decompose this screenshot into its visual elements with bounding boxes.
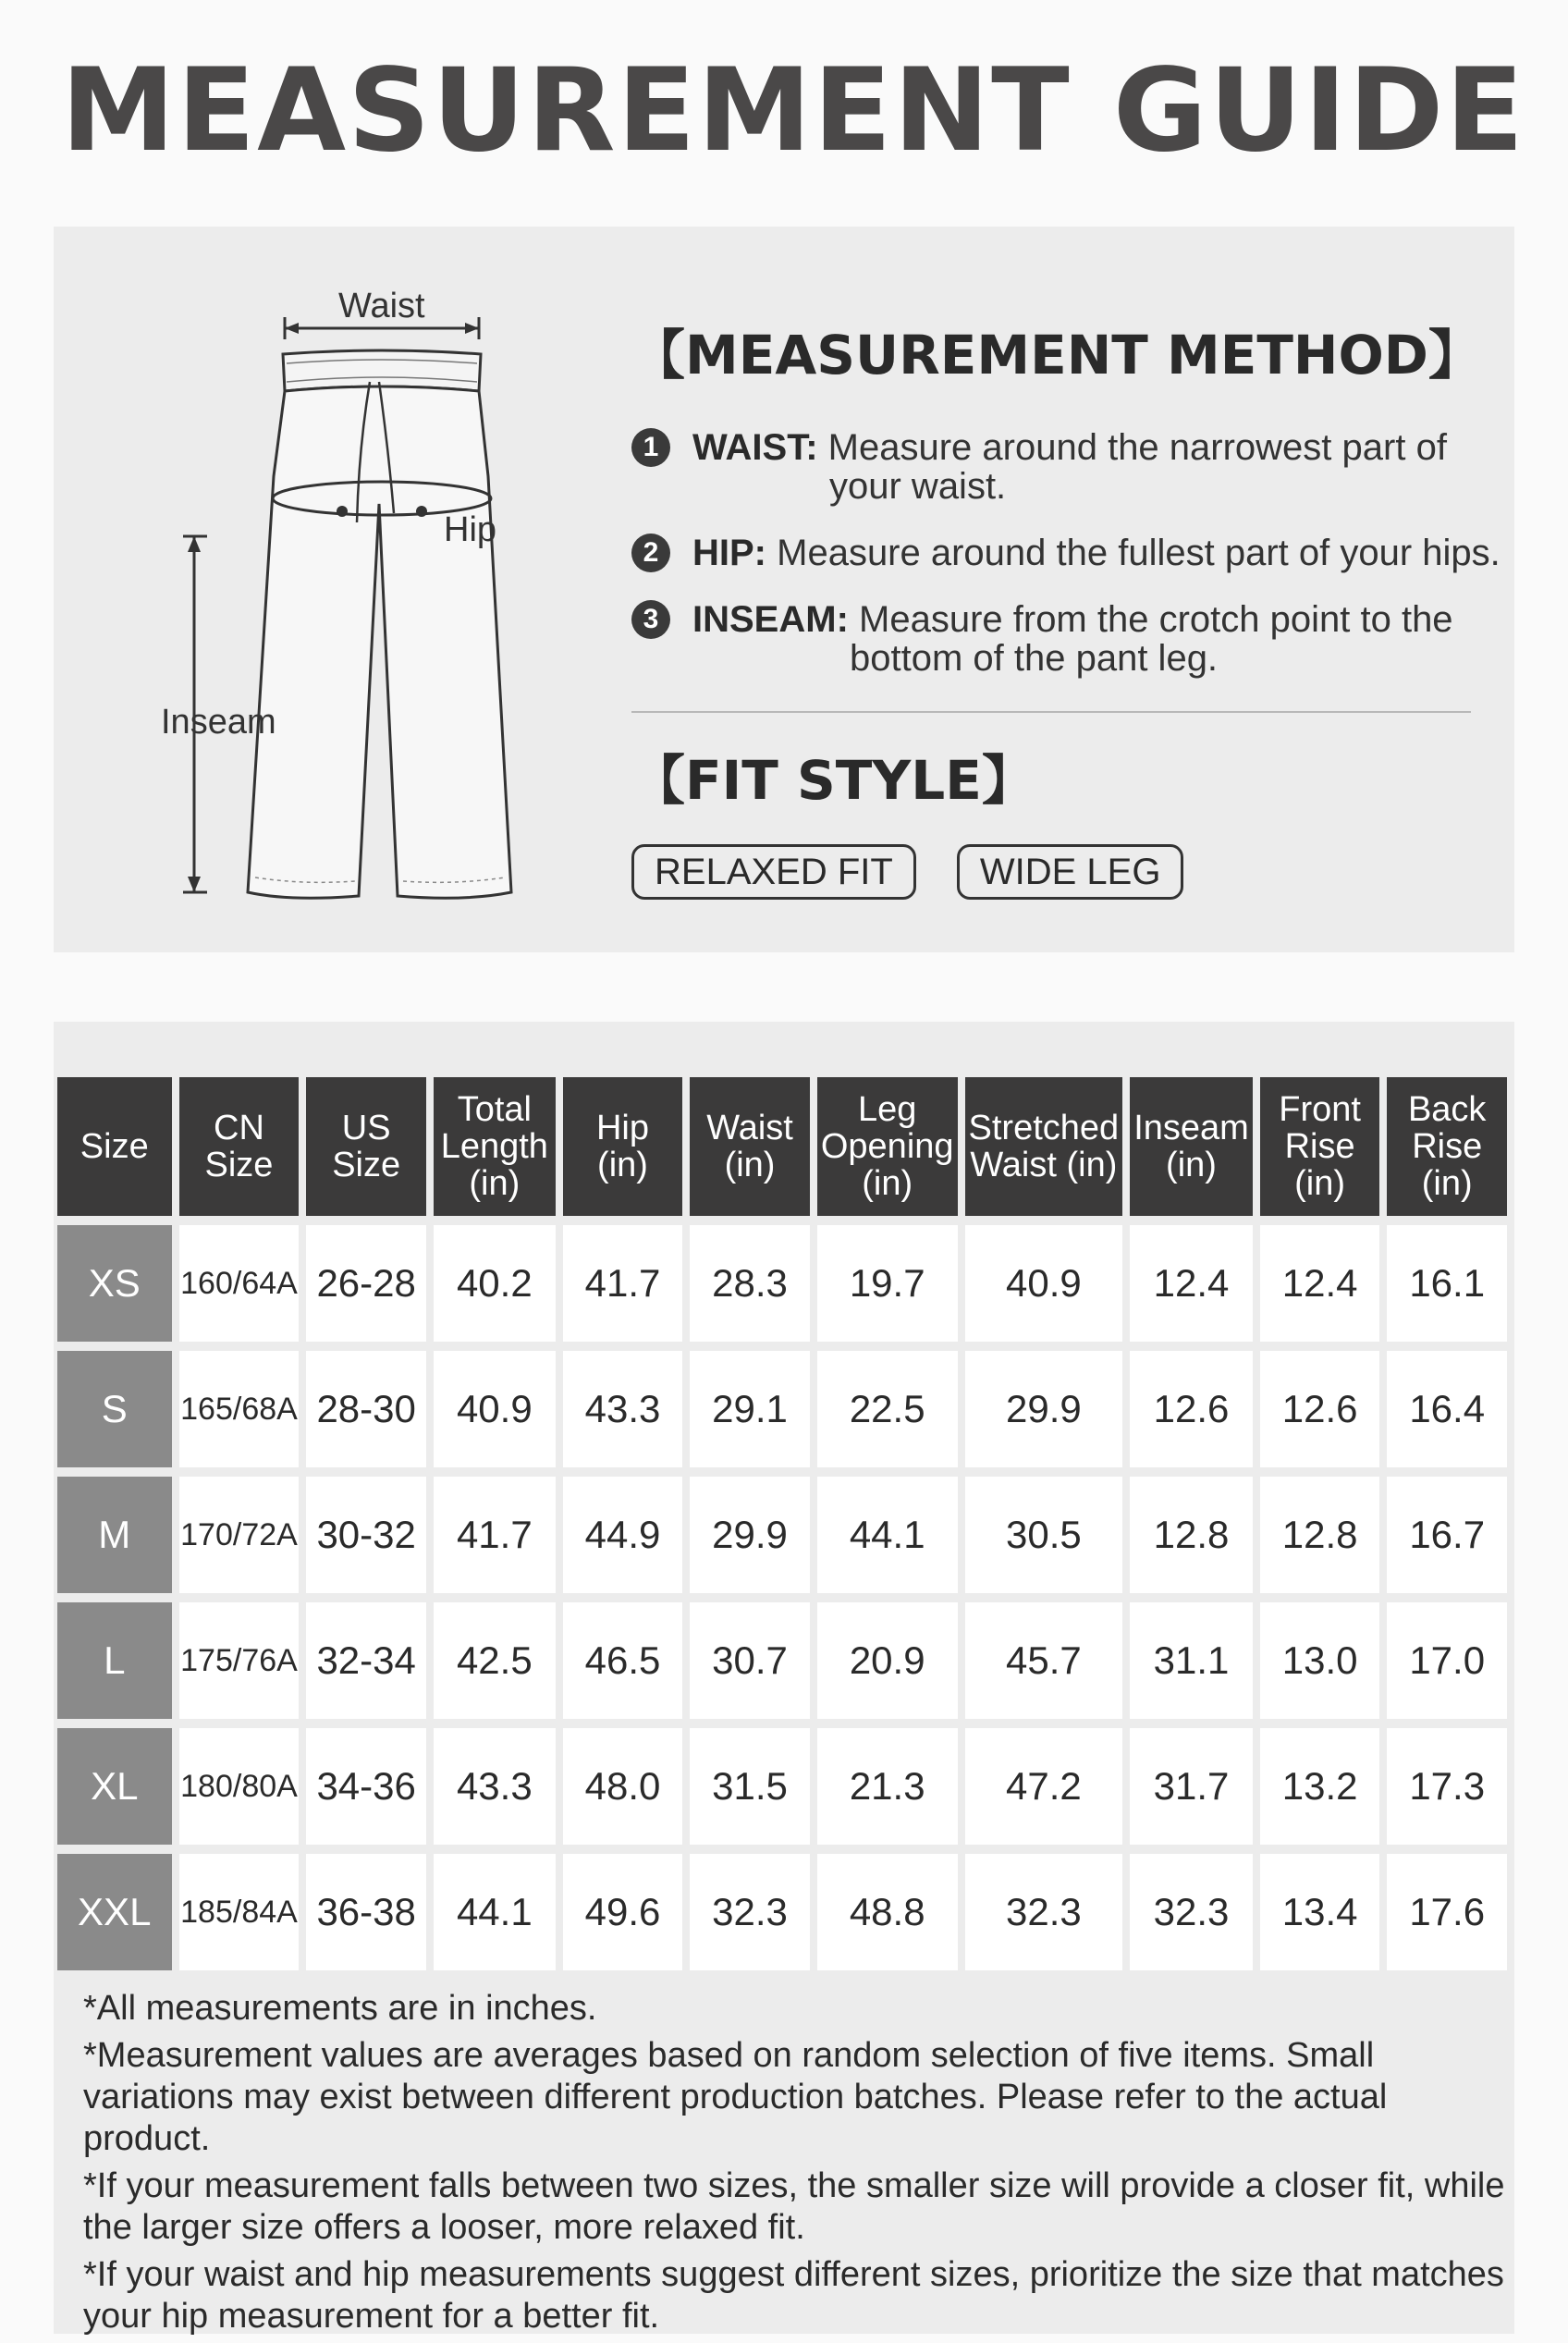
- table-cell: 22.5: [817, 1351, 958, 1467]
- fit-heading: 【FIT STYLE】: [631, 749, 1035, 812]
- table-cell: 29.1: [690, 1351, 810, 1467]
- step-text: Measure around the narrowest part of: [827, 427, 1447, 468]
- table-cell: 31.5: [690, 1728, 810, 1845]
- note: *If your measurement falls between two sizes, the smaller size will provide a closer fit, while the larger size offers a looser, more relaxed fit.: [83, 2166, 1505, 2247]
- table-cell: 17.0: [1387, 1602, 1507, 1719]
- table-body: [57, 1225, 1507, 1970]
- table-cell: 13.2: [1260, 1728, 1380, 1845]
- table-cell: 31.1: [1130, 1602, 1253, 1719]
- step-number-icon: 1: [631, 428, 670, 467]
- column-header: Front Rise (in): [1260, 1077, 1380, 1216]
- fit-style: [631, 749, 1183, 900]
- table-cell: 180/80A: [179, 1728, 300, 1845]
- table-cell: 175/76A: [179, 1602, 300, 1719]
- fit-tag-relaxed: RELAXED FIT: [631, 844, 916, 900]
- step-hip: [631, 534, 1519, 572]
- table-cell: 36-38: [306, 1854, 425, 1970]
- table-cell: 12.4: [1130, 1225, 1253, 1342]
- table-cell: 165/68A: [179, 1351, 300, 1467]
- table-cell: 13.4: [1260, 1854, 1380, 1970]
- table-cell: 48.0: [563, 1728, 682, 1845]
- column-header: Waist (in): [690, 1077, 810, 1216]
- note: *Measurement values are averages based on random selection of five items. Small variations may exist between different production batches. Please refer to the actual product.: [83, 2036, 1388, 2158]
- table-cell: 47.2: [965, 1728, 1123, 1845]
- table-cell: 41.7: [434, 1477, 556, 1593]
- measurement-method: [631, 324, 1519, 705]
- table-header-row: [57, 1077, 1507, 1216]
- step-key: WAIST:: [692, 427, 818, 468]
- note: *If your waist and hip measurements suggest different sizes, prioritize the size that matches your hip measurement for a better fit.: [83, 2255, 1504, 2336]
- method-steps: [631, 428, 1519, 678]
- fit-tag-wide-leg: WIDE LEG: [957, 844, 1184, 900]
- step-number-icon: 2: [631, 534, 670, 572]
- column-header: US Size: [306, 1077, 425, 1216]
- column-header: Total Length (in): [434, 1077, 556, 1216]
- table-cell: 185/84A: [179, 1854, 300, 1970]
- column-header: Hip (in): [563, 1077, 682, 1216]
- inseam-label: Inseam: [161, 703, 276, 742]
- table-cell: 40.9: [434, 1351, 556, 1467]
- table-cell: 29.9: [965, 1351, 1123, 1467]
- table-cell: 26-28: [306, 1225, 425, 1342]
- column-header: Stretched Waist (in): [965, 1077, 1123, 1216]
- table-cell: 12.8: [1130, 1477, 1253, 1593]
- table-cell: 41.7: [563, 1225, 682, 1342]
- column-header: Back Rise (in): [1387, 1077, 1507, 1216]
- column-header: Size: [57, 1077, 172, 1216]
- table-cell: 44.9: [563, 1477, 682, 1593]
- table-row: [57, 1351, 1507, 1467]
- step-text: Measure around the fullest part of your hips.: [777, 533, 1501, 573]
- table-row: [57, 1854, 1507, 1970]
- table-row: [57, 1602, 1507, 1719]
- table-cell: 45.7: [965, 1602, 1123, 1719]
- table-cell: 16.4: [1387, 1351, 1507, 1467]
- table-cell: 48.8: [817, 1854, 958, 1970]
- size-cell: XS: [57, 1225, 172, 1342]
- table-cell: 12.6: [1260, 1351, 1380, 1467]
- table-cell: 30.7: [690, 1602, 810, 1719]
- section-divider: [631, 711, 1471, 713]
- table-cell: 16.7: [1387, 1477, 1507, 1593]
- table-cell: 44.1: [434, 1854, 556, 1970]
- table-cell: 40.9: [965, 1225, 1123, 1342]
- method-heading: 【MEASUREMENT METHOD】: [631, 324, 1482, 386]
- step-inseam: [631, 600, 1519, 678]
- table-cell: 28.3: [690, 1225, 810, 1342]
- waist-label: Waist: [338, 287, 425, 325]
- table-cell: 32-34: [306, 1602, 425, 1719]
- table-cell: 19.7: [817, 1225, 958, 1342]
- table-cell: 43.3: [563, 1351, 682, 1467]
- table-cell: 20.9: [817, 1602, 958, 1719]
- table-cell: 32.3: [965, 1854, 1123, 1970]
- table-row: [57, 1477, 1507, 1593]
- table-cell: 21.3: [817, 1728, 958, 1845]
- table-cell: 16.1: [1387, 1225, 1507, 1342]
- step-key: INSEAM:: [692, 599, 849, 640]
- size-cell: XXL: [57, 1854, 172, 1970]
- table-cell: 29.9: [690, 1477, 810, 1593]
- column-header: Inseam (in): [1130, 1077, 1253, 1216]
- table-cell: 34-36: [306, 1728, 425, 1845]
- table-cell: 32.3: [690, 1854, 810, 1970]
- table-cell: 17.6: [1387, 1854, 1507, 1970]
- table-cell: 43.3: [434, 1728, 556, 1845]
- table-cell: 44.1: [817, 1477, 958, 1593]
- table-cell: 32.3: [1130, 1854, 1253, 1970]
- table-cell: 42.5: [434, 1602, 556, 1719]
- step-number-icon: 3: [631, 600, 670, 639]
- table-cell: 13.0: [1260, 1602, 1380, 1719]
- table-cell: 160/64A: [179, 1225, 300, 1342]
- size-table: [50, 1068, 1514, 1980]
- table-row: [57, 1728, 1507, 1845]
- table-cell: 30.5: [965, 1477, 1123, 1593]
- step-waist: [631, 428, 1519, 506]
- table-cell: 30-32: [306, 1477, 425, 1593]
- table-cell: 12.4: [1260, 1225, 1380, 1342]
- measurement-panel: [54, 227, 1514, 952]
- step-key: HIP:: [692, 533, 766, 573]
- size-chart-panel: [54, 1022, 1514, 2334]
- step-text-cont: bottom of the pant leg.: [850, 638, 1219, 679]
- table-cell: 17.3: [1387, 1728, 1507, 1845]
- pants-illustration: [137, 264, 599, 911]
- note: *All measurements are in inches.: [83, 1989, 597, 2028]
- table-cell: 31.7: [1130, 1728, 1253, 1845]
- table-cell: 12.6: [1130, 1351, 1253, 1467]
- size-cell: M: [57, 1477, 172, 1593]
- notes: [83, 1988, 1507, 2343]
- table-cell: 49.6: [563, 1854, 682, 1970]
- column-header: Leg Opening (in): [817, 1077, 958, 1216]
- size-cell: S: [57, 1351, 172, 1467]
- step-text-cont: your waist.: [829, 466, 1007, 507]
- column-header: CN Size: [179, 1077, 300, 1216]
- fit-tags: [631, 844, 1183, 900]
- step-text: Measure from the crotch point to the: [859, 599, 1453, 640]
- hip-label: Hip: [444, 510, 497, 549]
- size-cell: XL: [57, 1728, 172, 1845]
- table-row: [57, 1225, 1507, 1342]
- pants-diagram: [137, 264, 599, 911]
- table-cell: 40.2: [434, 1225, 556, 1342]
- table-cell: 170/72A: [179, 1477, 300, 1593]
- table-cell: 28-30: [306, 1351, 425, 1467]
- page-title: MEASUREMENT GUIDE: [61, 44, 1526, 178]
- size-cell: L: [57, 1602, 172, 1719]
- table-cell: 46.5: [563, 1602, 682, 1719]
- table-cell: 12.8: [1260, 1477, 1380, 1593]
